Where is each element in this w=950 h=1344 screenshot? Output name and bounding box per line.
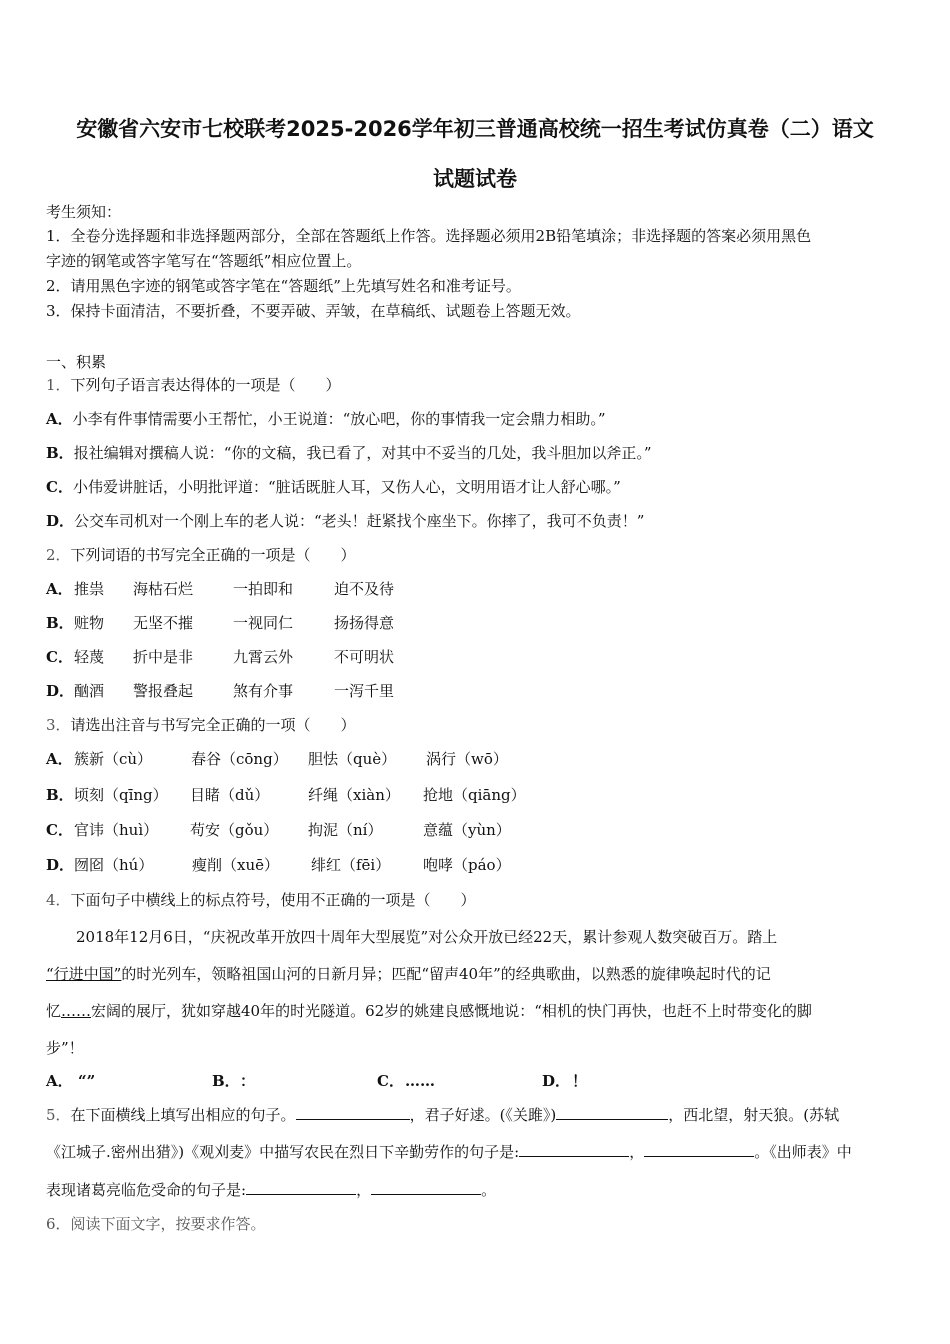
option-word: 一拍即和	[233, 580, 294, 598]
answer-blank[interactable]	[371, 1180, 481, 1195]
option-word: 囫囵（hú）	[74, 856, 154, 874]
option-word: 目睹（dǔ）	[190, 786, 270, 804]
passage-line: 步”！	[46, 1039, 84, 1057]
notice-item: 3．保持卡面清洁，不要折叠，不要弄破、弄皱，在草稿纸、试题卷上答题无效。	[46, 302, 581, 320]
question-6	[46, 1214, 266, 1234]
option-word: 海枯石烂	[133, 580, 194, 598]
question-5-line2	[46, 1142, 852, 1162]
question-5-line3	[46, 1180, 496, 1200]
question-stem: 下列词语的书写完全正确的一项是（ ）	[70, 546, 356, 564]
option-label: B．	[46, 614, 74, 632]
question-text: ，	[629, 1143, 645, 1161]
option-word: 折中是非	[133, 648, 194, 666]
question-text: 《江城子.密州出猎》)《观刈麦》中描写农民在烈日下辛勤劳作的句子是:	[46, 1143, 520, 1161]
q1-option-d	[46, 511, 644, 531]
option-word: 扬扬得意	[334, 614, 395, 632]
option-label: C．	[46, 821, 73, 839]
option-word: 簇新（cù）	[74, 750, 153, 768]
option-label: D．	[46, 512, 75, 530]
option-label: D．	[542, 1072, 571, 1090]
passage-line: 2018年12月6日，“庆祝改革开放四十周年大型展览”对公众开放已经22天，累计参观人数突破百万。踏上	[76, 928, 778, 946]
question-text: ，	[356, 1181, 372, 1199]
option-word: 瘦削（xuē）	[192, 856, 279, 874]
passage-text: 忆	[46, 1002, 62, 1020]
option-label: B．	[46, 444, 74, 462]
q1-option-c	[46, 477, 621, 497]
option-label: A．	[46, 410, 73, 428]
question-stem: 在下面横线上填写出相应的句子。	[70, 1106, 296, 1124]
option-word: 轻蔑	[74, 648, 105, 666]
option-text: 公交车司机对一个刚上车的老人说：“老头！赶紧找个座坐下。你摔了，我可不负责！”	[74, 512, 645, 530]
option-word: 警报叠起	[133, 682, 194, 700]
question-number: 5．	[46, 1106, 71, 1124]
question-number: 4．	[46, 891, 71, 909]
option-label: A．	[46, 1072, 73, 1090]
option-text: ……	[405, 1072, 435, 1090]
question-text: 表现诸葛亮临危受命的句子是:	[46, 1181, 247, 1199]
option-label: C．	[46, 478, 73, 496]
question-stem: 阅读下面文字，按要求作答。	[70, 1215, 266, 1233]
question-4	[46, 890, 476, 910]
option-word: 涡行（wō）	[426, 750, 508, 768]
question-text: 。《出师表》中	[754, 1143, 852, 1161]
answer-blank[interactable]	[556, 1105, 668, 1120]
question-number: 6．	[46, 1215, 71, 1233]
passage-text: 的时光列车，领略祖国山河的日新月异；匹配“留声40年”的经典歌曲，以熟悉的旋律唤起时代的记	[121, 965, 771, 983]
option-word: 咆哮（páo）	[423, 856, 511, 874]
question-5-line1	[46, 1105, 839, 1125]
option-word: 顷刻（qīng）	[74, 786, 168, 804]
question-3	[46, 715, 356, 735]
option-text: 小伟爱讲脏话，小明批评道：“脏话既脏人耳，又伤人心，文明用语才让人舒心哪。”	[72, 478, 621, 496]
option-word: 抢地（qiāng）	[423, 786, 526, 804]
notice-item: 2．请用黑色字迹的钢笔或答字笔在“答题纸”上先填写姓名和准考证号。	[46, 277, 521, 295]
option-word: 春谷（cōng）	[191, 750, 288, 768]
underlined-phrase: “行进中国”	[46, 965, 122, 983]
option-word: 意蕴（yùn）	[423, 821, 511, 839]
option-word: 官讳（huì）	[74, 821, 159, 839]
option-text: 小李有件事情需要小王帮忙，小王说道：“放心吧，你的事情我一定会鼎力相助。”	[72, 410, 606, 428]
answer-blank[interactable]	[644, 1142, 754, 1157]
underlined-ellipsis: ……	[61, 1002, 92, 1020]
exam-title-line1: 安徽省六安市七校联考2025-2026学年初三普通高校统一招生考试仿真卷（二）语文	[76, 117, 874, 141]
option-word: 苟安（gǒu）	[190, 821, 279, 839]
option-word: 推祟	[74, 580, 105, 598]
q1-option-a	[46, 409, 605, 429]
answer-blank[interactable]	[519, 1142, 629, 1157]
option-word: 一视同仁	[233, 614, 294, 632]
option-word: 拘泥（ní）	[308, 821, 383, 839]
question-text: 。	[481, 1181, 497, 1199]
option-text: ：	[240, 1072, 256, 1090]
option-word: 迫不及待	[334, 580, 395, 598]
option-word: 纤绳（xiàn）	[308, 786, 400, 804]
option-word: 胆怯（què）	[308, 750, 397, 768]
option-word: 赃物	[74, 614, 105, 632]
answer-blank[interactable]	[246, 1180, 356, 1195]
option-word: 酗酒	[74, 682, 105, 700]
notice-item: 1．全卷分选择题和非选择题两部分，全部在答题纸上作答。选择题必须用2B铅笔填涂；非选择题的答案必须用黑色	[46, 227, 812, 245]
option-word: 不可明状	[334, 648, 395, 666]
option-label: A．	[46, 580, 73, 598]
question-stem: 下面句子中横线上的标点符号，使用不正确的一项是（ ）	[70, 891, 476, 909]
passage-line	[46, 1001, 812, 1021]
option-label: B．	[46, 786, 74, 804]
option-text: “”	[78, 1072, 96, 1090]
option-text: 报社编辑对撰稿人说：“你的文稿，我已看了，对其中不妥当的几处，我斗胆加以斧正。”	[73, 444, 652, 462]
option-word: 煞有介事	[233, 682, 294, 700]
option-word: 绯红（fēi）	[311, 856, 391, 874]
question-2	[46, 545, 356, 565]
option-text: ！	[572, 1072, 588, 1090]
notice-heading: 考生须知：	[46, 203, 122, 221]
option-word: 一泻千里	[334, 682, 395, 700]
question-text: ，君子好逑。(《关雎》)	[409, 1106, 557, 1124]
answer-blank[interactable]	[296, 1105, 410, 1120]
question-stem: 请选出注音与书写完全正确的一项（ ）	[70, 716, 356, 734]
question-1	[46, 375, 341, 395]
notice-item: 字迹的钢笔或答字笔写在“答题纸”相应位置上。	[46, 252, 362, 270]
passage-text: 宏阔的展厅，犹如穿越40年的时光隧道。62岁的姚建良感慨地说：“相机的快门再快，也赶不上时带变化的脚	[91, 1002, 812, 1020]
passage-line	[46, 964, 771, 984]
question-text: ，西北望，射天狼。(苏轼	[668, 1106, 840, 1124]
section-heading: 一、积累	[46, 353, 107, 371]
question-stem: 下列句子语言表达得体的一项是（ ）	[70, 376, 341, 394]
question-number: 2．	[46, 546, 71, 564]
option-word: 无坚不摧	[133, 614, 194, 632]
option-label: C．	[46, 648, 73, 666]
option-label: A．	[46, 750, 73, 768]
exam-title-line2: 试题试卷	[433, 167, 517, 191]
question-number: 1．	[46, 376, 71, 394]
option-label: C．	[377, 1072, 404, 1090]
q1-option-b	[46, 443, 652, 463]
option-label: D．	[46, 856, 75, 874]
question-number: 3．	[46, 716, 71, 734]
option-word: 九霄云外	[233, 648, 294, 666]
option-label: B．	[212, 1072, 240, 1090]
option-label: D．	[46, 682, 75, 700]
